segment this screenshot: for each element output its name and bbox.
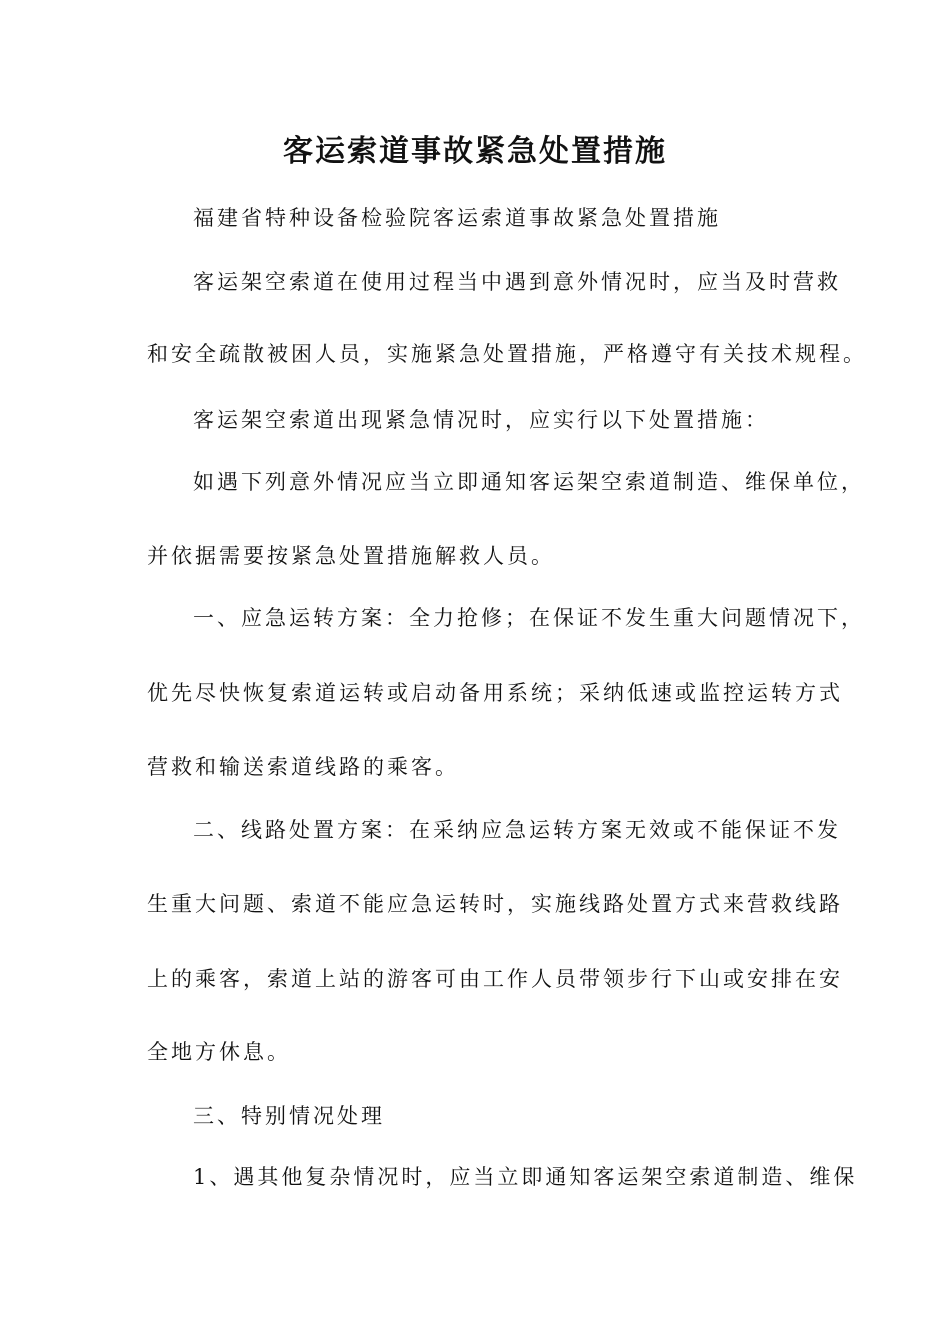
section-heading: 三、特别情况处理 xyxy=(193,1104,385,1128)
paragraph-line: 如遇下列意外情况应当立即通知客运架空索道制造、维保单位， xyxy=(193,470,865,494)
paragraph-line: 和安全疏散被困人员，实施紧急处置措施，严格遵守有关技术规程。 xyxy=(147,342,867,366)
paragraph-line: 营救和输送索道线路的乘客。 xyxy=(147,755,459,779)
paragraph-line: 1、遇其他复杂情况时，应当立即通知客运架空索道制造、维保 xyxy=(193,1165,858,1189)
paragraph-line: 客运架空索道在使用过程当中遇到意外情况时，应当及时营救 xyxy=(193,270,841,294)
paragraph-line: 上的乘客，索道上站的游客可由工作人员带领步行下山或安排在安 xyxy=(147,967,843,991)
paragraph-line: 全地方休息。 xyxy=(147,1040,291,1064)
paragraph-line: 优先尽快恢复索道运转或启动备用系统；采纳低速或监控运转方式 xyxy=(147,681,843,705)
paragraph-line: 生重大问题、索道不能应急运转时，实施线路处置方式来营救线路 xyxy=(147,892,843,916)
paragraph-line: 并依据需要按紧急处置措施解救人员。 xyxy=(147,544,555,568)
paragraph-line: 二、线路处置方案：在采纳应急运转方案无效或不能保证不发 xyxy=(193,818,841,842)
paragraph-line: 客运架空索道出现紧急情况时，应实行以下处置措施： xyxy=(193,408,769,432)
paragraph-line: 福建省特种设备检验院客运索道事故紧急处置措施 xyxy=(193,206,721,230)
paragraph-line: 一、应急运转方案：全力抢修；在保证不发生重大问题情况下， xyxy=(193,606,865,630)
document-title: 客运索道事故紧急处置措施 xyxy=(283,134,667,169)
